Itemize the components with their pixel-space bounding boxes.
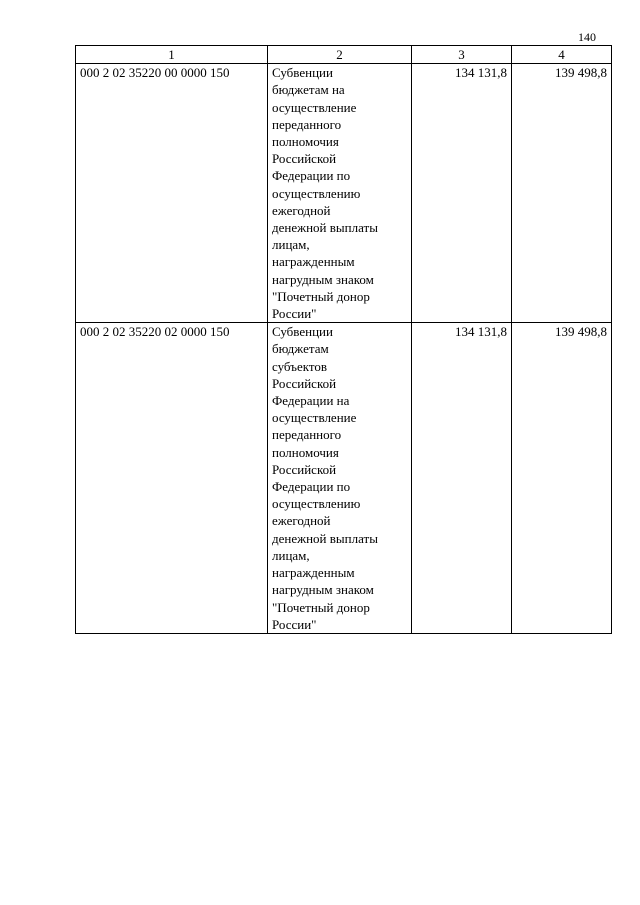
revenue-name [268, 323, 412, 634]
revenue-name-line: России" [272, 616, 317, 632]
revenue-name-line: ежегодной [272, 513, 331, 529]
table-row [76, 64, 612, 323]
revenue-name-line: Российской [272, 461, 337, 477]
revenue-name-line: России" [272, 306, 317, 322]
column-header-3: 3 [412, 46, 512, 64]
table-header-row [76, 46, 612, 64]
budget-table [75, 45, 612, 634]
revenue-name-line: субъектов [272, 358, 328, 374]
revenue-name-line: лицам, [272, 547, 310, 563]
revenue-name-line: осуществлению [272, 496, 361, 512]
table-body [76, 64, 612, 634]
revenue-name-line: Субвенции [272, 65, 333, 81]
revenue-name-line: ежегодной [272, 202, 331, 218]
revenue-name-line: Российской [272, 375, 337, 391]
revenue-name-line: переданного [272, 427, 342, 443]
revenue-name-line: Федерации по [272, 479, 351, 495]
revenue-name-line: Федерации на [272, 393, 350, 409]
revenue-name-line: Субвенции [272, 324, 333, 340]
revenue-name-line: нагрудным знаком [272, 582, 374, 598]
revenue-name-line: полномочия [272, 444, 339, 460]
classification-code: 000 2 02 35220 00 0000 150 [76, 64, 268, 323]
revenue-name-line: лицам, [272, 237, 310, 253]
revenue-name-line: "Почетный донор [272, 288, 370, 304]
revenue-name-line: полномочия [272, 134, 339, 150]
column-header-4: 4 [512, 46, 612, 64]
revenue-name-line: Российской [272, 151, 337, 167]
revenue-name-line: нагрудным знаком [272, 271, 374, 287]
revenue-name-line: Федерации по [272, 168, 351, 184]
revenue-name-line: осуществлению [272, 185, 361, 201]
revenue-name-line: награжденным [272, 565, 355, 581]
revenue-name-line: осуществление [272, 410, 357, 426]
revenue-name-line: бюджетам [272, 341, 329, 357]
classification-code: 000 2 02 35220 02 0000 150 [76, 323, 268, 634]
revenue-name-line: денежной выплаты [272, 530, 378, 546]
revenue-name-line: бюджетам на [272, 82, 345, 98]
column-header-2: 2 [268, 46, 412, 64]
revenue-name-line: переданного [272, 116, 342, 132]
table-row [76, 323, 612, 634]
revenue-name-line: осуществление [272, 99, 357, 115]
revenue-name-line: денежной выплаты [272, 220, 378, 236]
amount-column-3: 134 131,8 [412, 64, 512, 323]
amount-column-3: 134 131,8 [412, 323, 512, 634]
revenue-name-line: награжденным [272, 254, 355, 270]
column-header-1: 1 [76, 46, 268, 64]
amount-column-4: 139 498,8 [512, 64, 612, 323]
revenue-name-line: "Почетный донор [272, 599, 370, 615]
amount-column-4: 139 498,8 [512, 323, 612, 634]
page-number: 140 [578, 30, 596, 44]
revenue-name [268, 64, 412, 323]
